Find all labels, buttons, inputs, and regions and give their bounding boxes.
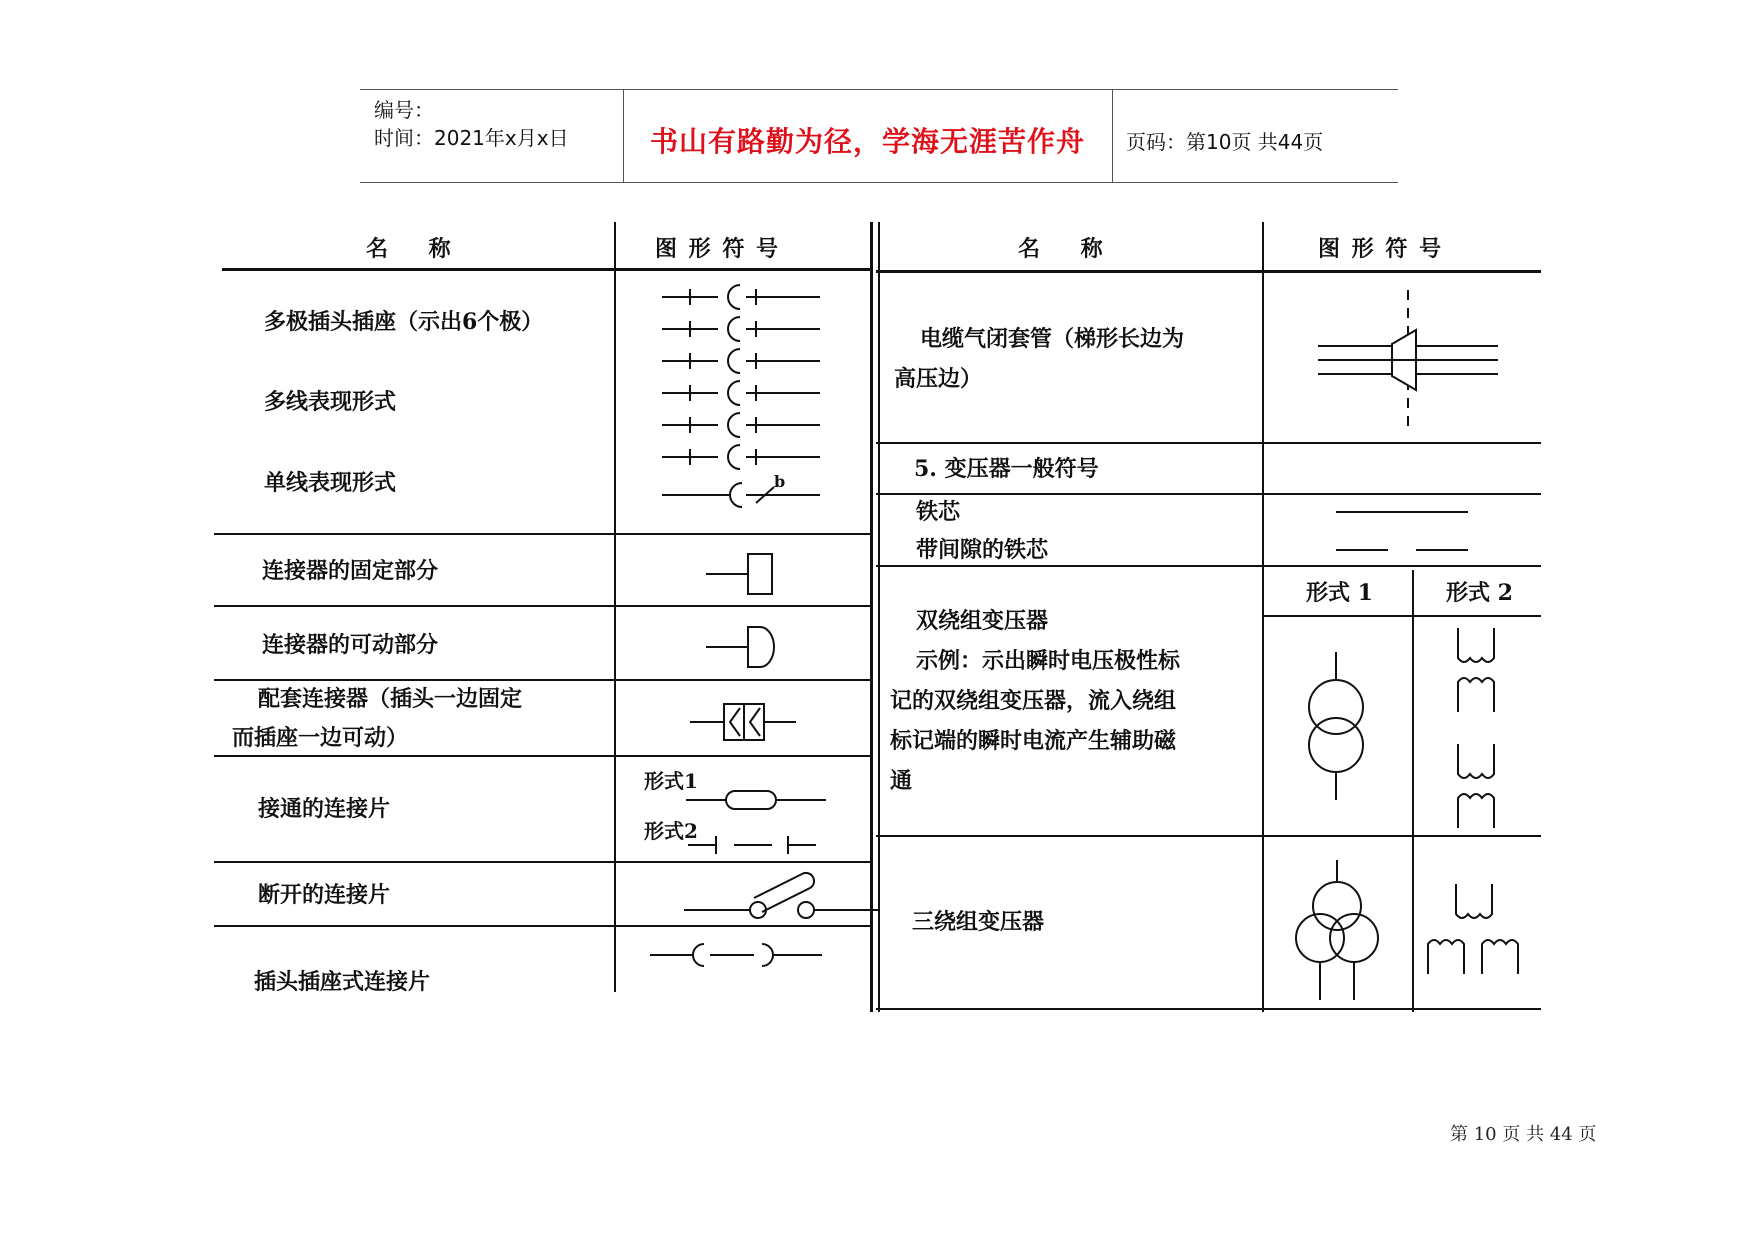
pole-row [662, 285, 820, 309]
row-label-example: 示例：示出瞬时电压极性标 [916, 648, 1181, 674]
table-row-rule [876, 1008, 1541, 1010]
single-line-mark: b [774, 472, 786, 491]
row-label-example-cont: 记的双绕组变压器，流入绕组 [890, 688, 1177, 714]
cable-sleeve-symbol [1318, 290, 1498, 430]
three-winding-transformer-form-1-symbol [1290, 860, 1384, 1008]
row-label-plug-socket-link: 插头插座式连接片 [254, 969, 431, 995]
table-header-rule [222, 268, 872, 271]
table-row-rule [1262, 615, 1541, 617]
row-label-transformer-general: 5. 变压器一般符号 [914, 456, 1099, 482]
header-divider [623, 89, 624, 183]
row-label-example-cont: 标记端的瞬时电流产生辅助磁 [890, 728, 1177, 754]
row-label-closed-link: 接通的连接片 [258, 796, 391, 822]
table-row-rule [876, 493, 1541, 495]
mating-connector-symbol [690, 700, 800, 744]
table-header-rule [876, 270, 1541, 273]
iron-core-symbol [1336, 506, 1472, 518]
column-header-name: 名 称 [366, 236, 453, 262]
open-link-symbol [684, 870, 884, 926]
header-top-rule [360, 89, 1398, 90]
header-divider [1112, 89, 1113, 183]
row-label-multi-pole: 多极插头插座（示出6个极） [264, 309, 544, 335]
page-footer: 第 10 页 共 44 页 [1450, 1124, 1597, 1145]
column-header-symbol: 图 形 符 号 [1318, 236, 1443, 262]
table-row-rule [214, 533, 870, 535]
row-label-fixed-part: 连接器的固定部分 [262, 558, 439, 584]
row-label-mating-connector-cont: 而插座一边可动） [232, 725, 409, 751]
subheader-form-2: 形式 2 [1446, 580, 1513, 606]
row-label-single-line: 单线表现形式 [264, 470, 397, 496]
column-header-name: 名 称 [1018, 236, 1105, 262]
three-winding-transformer-form-2-symbol [1426, 884, 1530, 974]
gapped-core-symbol [1336, 544, 1472, 556]
doc-date-label: 时间：2021年x月x日 [374, 126, 569, 150]
table-row-rule [876, 835, 1541, 837]
doc-number-label: 编号： [374, 98, 434, 122]
two-winding-transformer-form-1-symbol [1306, 652, 1366, 802]
row-label-iron-core: 铁芯 [916, 499, 961, 525]
row-label-multi-line: 多线表现形式 [264, 389, 397, 415]
plug-socket-link-symbol [650, 940, 826, 970]
table-col-divider [614, 222, 616, 992]
page-indicator: 页码：第10页 共44页 [1126, 130, 1324, 154]
form-2-label: 形式2 [644, 819, 698, 843]
column-header-symbol: 图 形 符 号 [655, 236, 780, 262]
subheader-form-1: 形式 1 [1306, 580, 1373, 606]
table-row-rule [214, 861, 870, 863]
row-label-example-cont: 通 [890, 768, 913, 794]
closed-link-form-2-symbol [688, 834, 820, 856]
closed-link-form-1-symbol [686, 788, 830, 812]
header-bottom-rule [360, 182, 1398, 183]
table-row-rule [876, 442, 1541, 444]
row-label-cable-sleeve: 电缆气闭套管（梯形长边为 [920, 326, 1185, 352]
table-row-rule [214, 605, 870, 607]
row-label-gapped-core: 带间隙的铁芯 [916, 537, 1049, 563]
motto: 书山有路勤为径，学海无涯苦作舟 [650, 125, 1086, 158]
row-label-three-winding: 三绕组变压器 [912, 909, 1045, 935]
table-col-divider [1412, 570, 1414, 1012]
multi-pole-plug-socket-symbol [660, 285, 830, 525]
connector-fixed-part-symbol [706, 552, 776, 596]
row-label-movable-part: 连接器的可动部分 [262, 632, 439, 658]
connector-movable-part-symbol [706, 625, 776, 669]
form-1-label: 形式1 [644, 769, 698, 793]
row-label-mating-connector: 配套连接器（插头一边固定 [258, 686, 523, 712]
row-label-open-link: 断开的连接片 [258, 882, 391, 908]
table-col-divider [1262, 222, 1264, 1012]
row-label-cable-sleeve-cont: 高压边） [894, 366, 983, 392]
two-winding-transformer-form-2-symbol [1454, 628, 1510, 828]
single-line-plug-socket [662, 472, 820, 507]
row-label-two-winding: 双绕组变压器 [916, 608, 1049, 634]
